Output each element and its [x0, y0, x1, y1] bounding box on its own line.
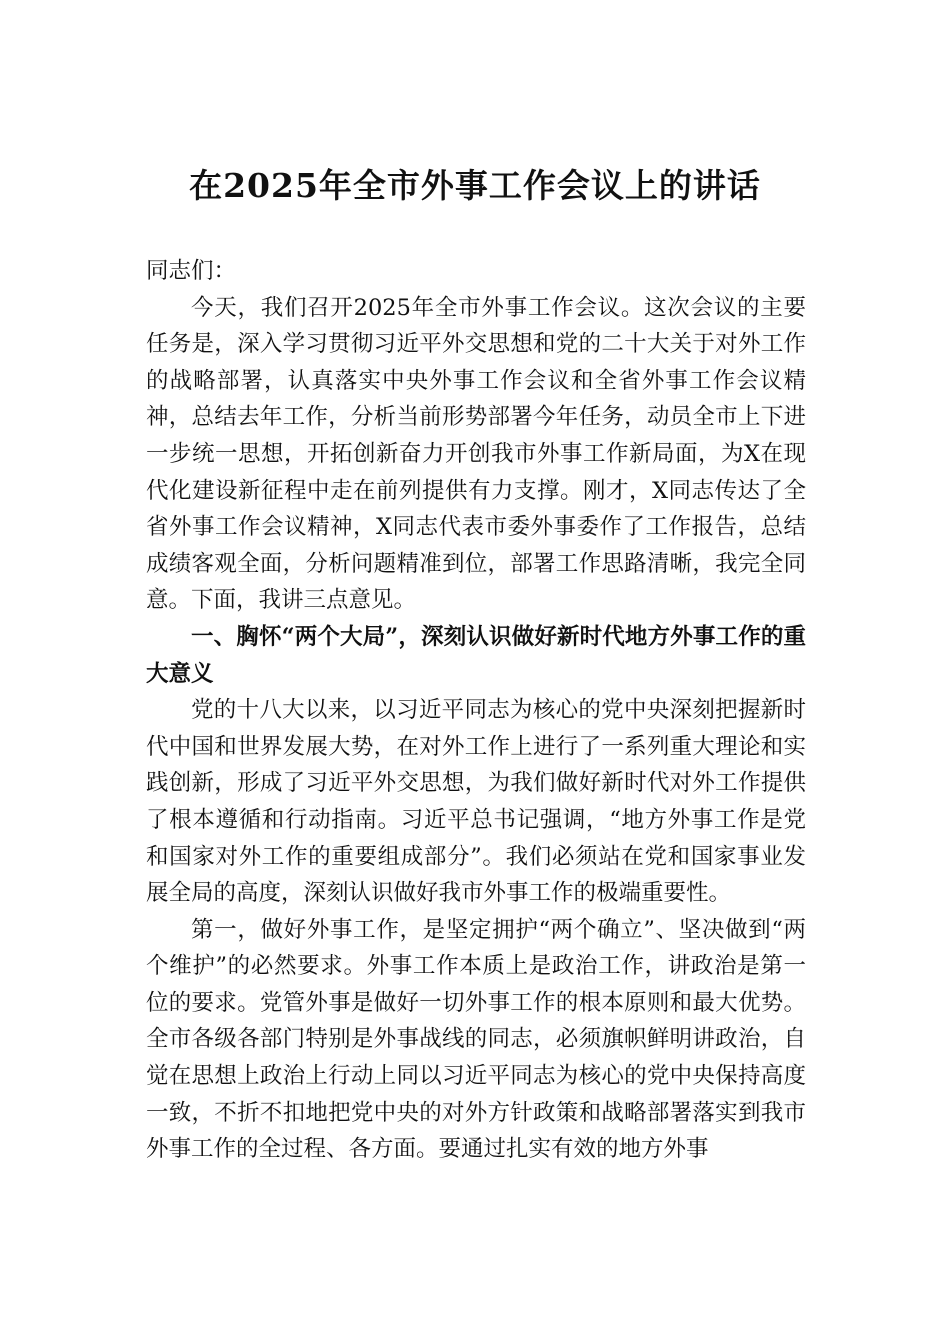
document-title: 在2025年全市外事工作会议上的讲话	[189, 166, 761, 205]
point-paragraph	[146, 912, 806, 1168]
section-heading: 一、胸怀“两个大局”，深刻认识做好新时代地方外事工作的重大意义	[146, 623, 806, 687]
intro-paragraph: 今天，我们召开2025年全市外事工作会议。这次会议的主要任务是，深入学习贯彻习近平外交思想和党的二十大关于对外工作的战略部署，认真落实中央外事工作会议和全省外事工作会议精神，总结去年工作，分析当前形势部署今年任务，动员全市上下进一步统一思想，开拓创新奋力开创我市外事工作新局面，为X在现代化建设新征程中走在前列提供有力支撑。刚才，X同志传达了全省外事工作会议精神，X同志代表市委外事委作了工作报告，总结成绩客观全面，分析问题精准到位，部署工作思路清晰，我完全同意。下面，我讲三点意见。	[146, 294, 806, 614]
salutation: 同志们：	[146, 258, 237, 284]
point-text: 外事工作本质上是政治工作，讲政治是第一位的要求。党管外事是做好一切外事工作的根本原则和最大优势。全市各级各部门特别是外事战线的同志，必须旗帜鲜明讲政治，自觉在思想上政治上行动上同以习近平同志为核心的党中央保持高度一致，不折不扣地把党中央的对外方针政策和战略部署落实到我市外事工作的全过程、各方面。要通过扎实有效的地方外事	[146, 953, 806, 1163]
document-body	[146, 253, 806, 1168]
section-paragraph: 党的十八大以来，以习近平同志为核心的党中央深刻把握新时代中国和世界发展大势，在对外工作上进行了一系列重大理论和实践创新，形成了习近平外交思想，为我们做好新时代对外工作提供了根本遵循和行动指南。习近平总书记强调，“地方外事工作是党和国家对外工作的重要组成部分”。我们必须站在党和国家事业发展全局的高度，深刻认识做好我市外事工作的极端重要性。	[146, 697, 806, 907]
point-lead: 第一，做好外事工作，是坚定拥护“两个确立”、坚决做到“两个维护”的必然要求。	[146, 916, 806, 980]
